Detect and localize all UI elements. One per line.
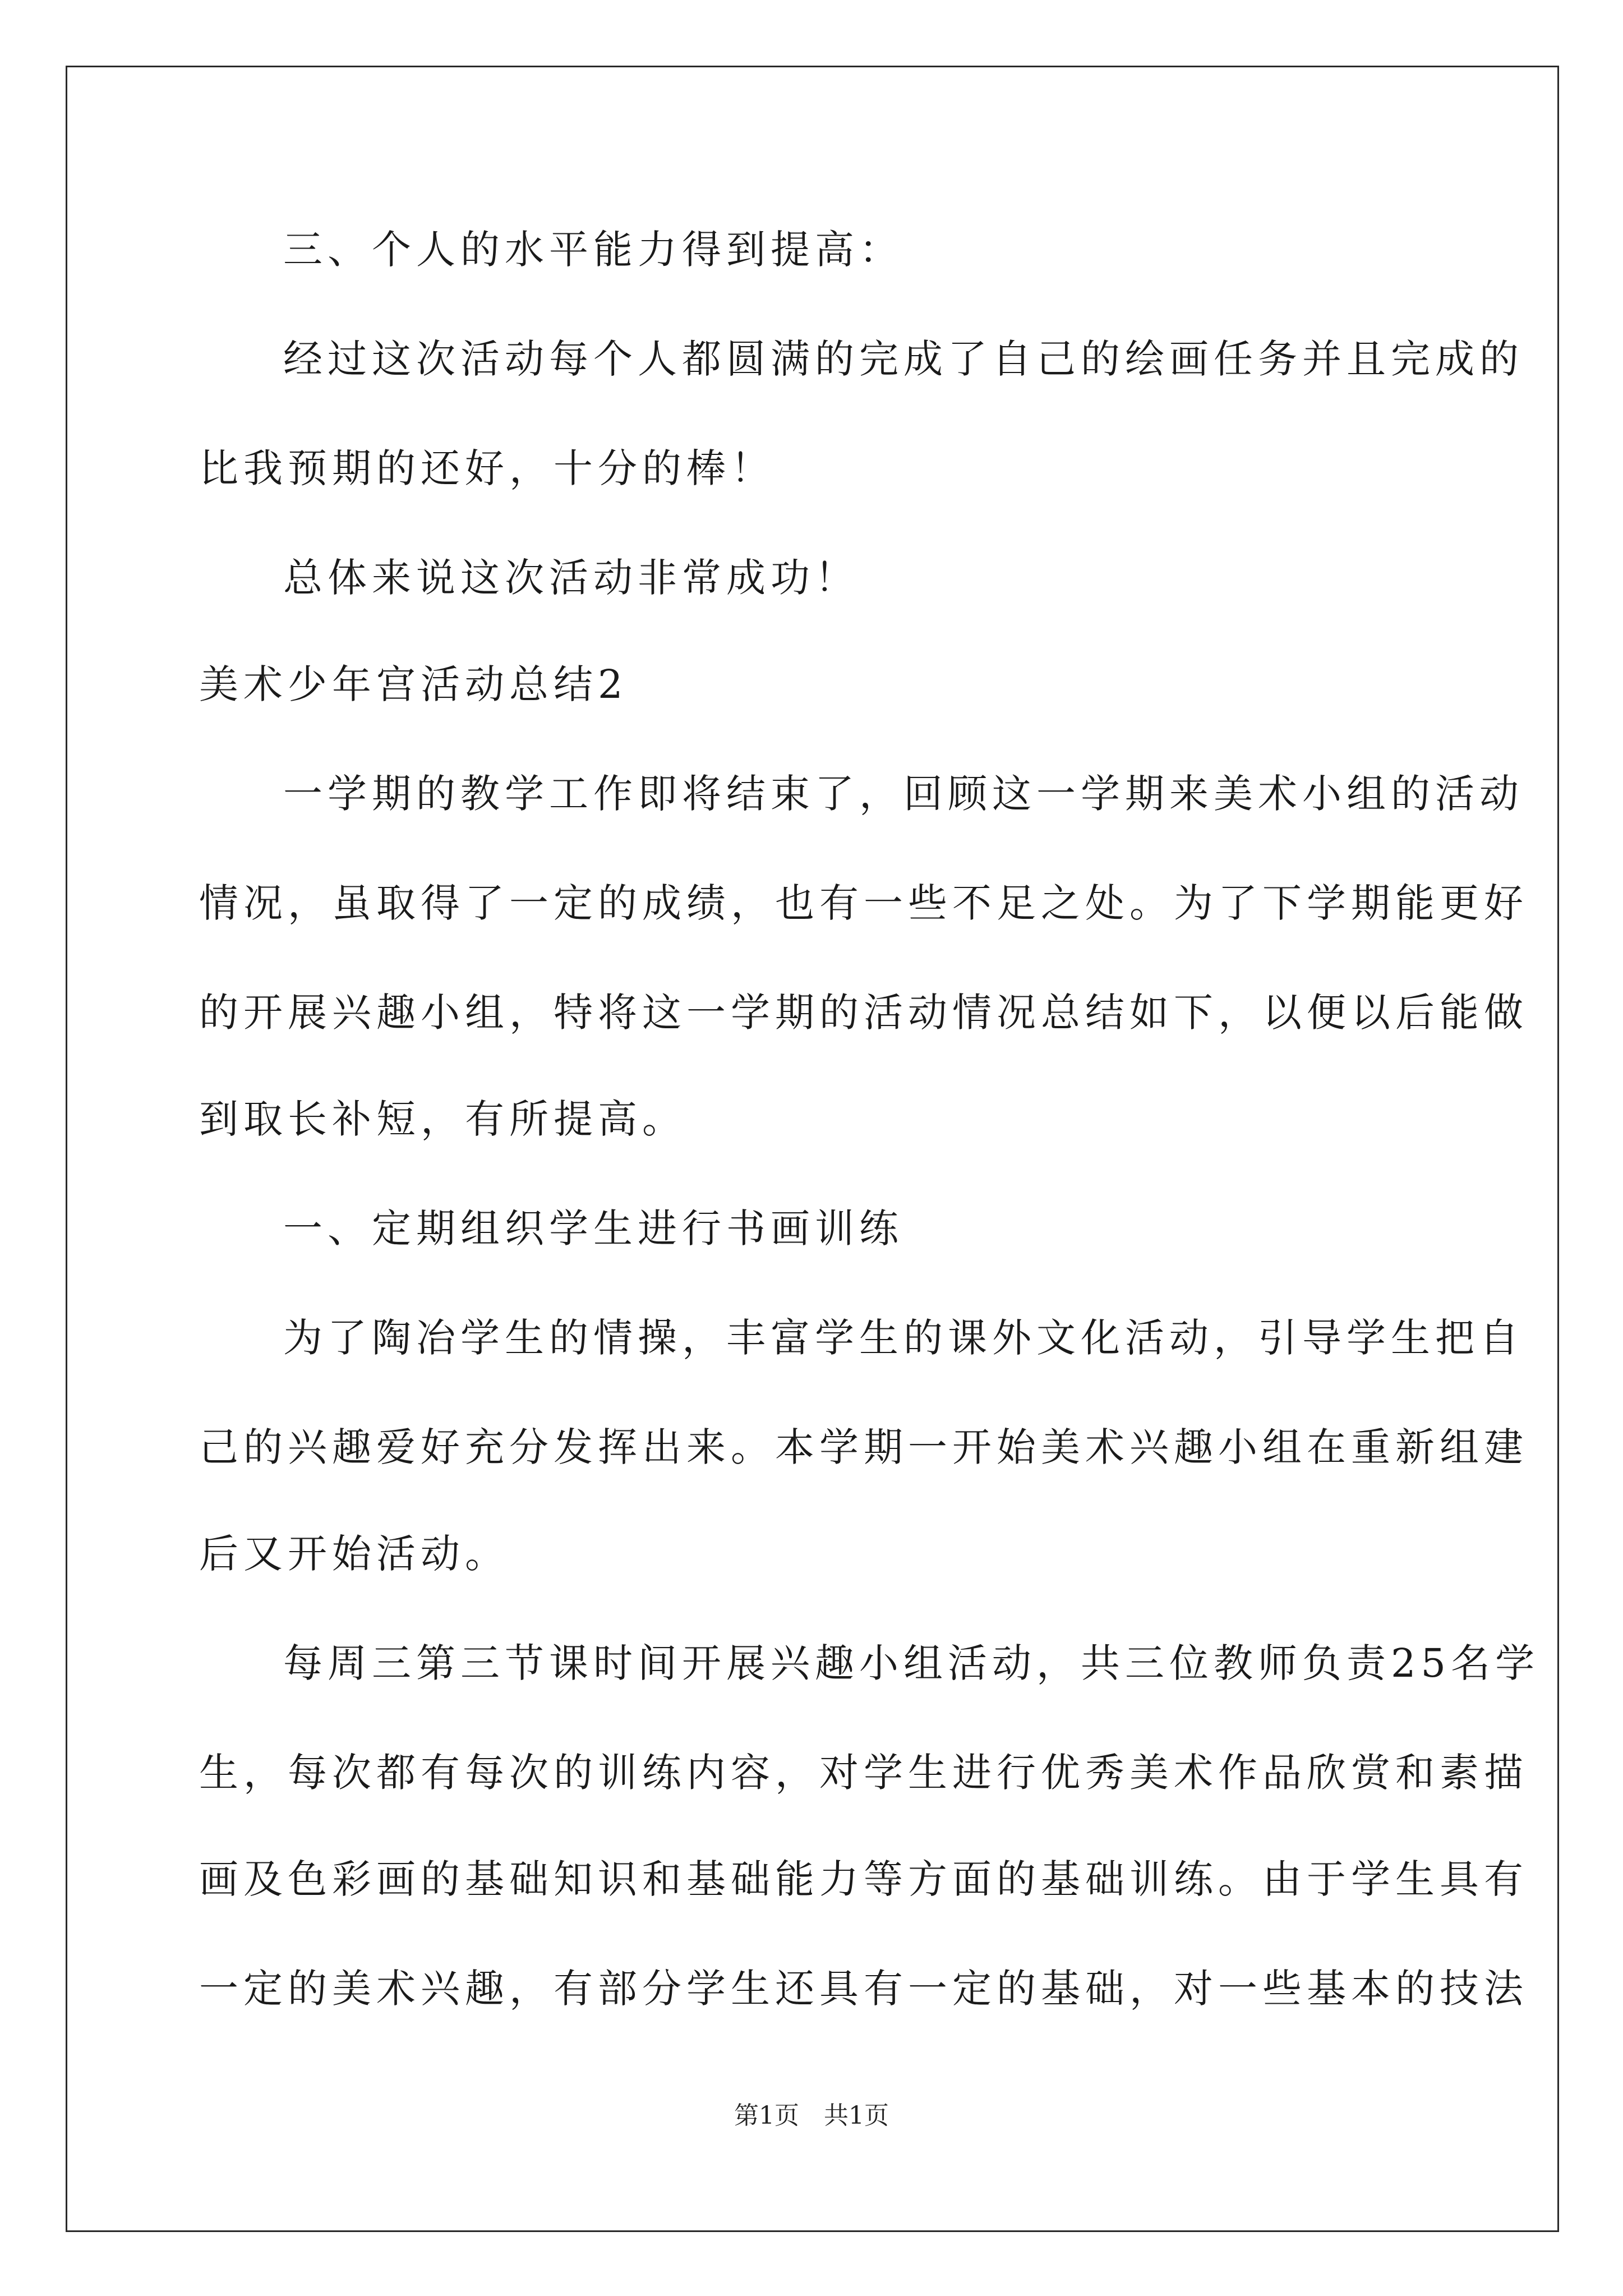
paragraph-line: 画及色彩画的基础知识和基础能力等方面的基础训练。由于学生具有: [199, 1856, 1528, 1902]
section-heading-3: 三、个人的水平能力得到提高：: [283, 227, 903, 273]
paragraph-line: 己的兴趣爱好充分发挥出来。本学期一开始美术兴趣小组在重新组建: [199, 1424, 1528, 1470]
document-title: 美术少年宫活动总结2: [199, 661, 628, 707]
paragraph-line: 每周三第三节课时间开展兴趣小组活动，共三位教师负责25名学: [283, 1640, 1540, 1686]
paragraph-line: 总体来说这次活动非常成功！: [283, 555, 859, 601]
page-number-footer: 第1页 共1页: [734, 2101, 889, 2130]
paragraph-line: 情况，虽取得了一定的成绩，也有一些不足之处。为了下学期能更好: [199, 880, 1528, 926]
paragraph-line: 经过这次活动每个人都圆满的完成了自己的绘画任务并且完成的: [283, 336, 1524, 382]
paragraph-line: 比我预期的还好，十分的棒！: [199, 445, 775, 491]
paragraph-line: 为了陶冶学生的情操，丰富学生的课外文化活动，引导学生把自: [283, 1315, 1524, 1361]
paragraph-line: 一学期的教学工作即将结束了，回顾这一学期来美术小组的活动: [283, 771, 1524, 817]
paragraph-line: 的开展兴趣小组，特将这一学期的活动情况总结如下，以便以后能做: [199, 990, 1528, 1036]
paragraph-line: 一定的美术兴趣，有部分学生还具有一定的基础，对一些基本的技法: [199, 1966, 1528, 2012]
section-heading-1: 一、定期组织学生进行书画训练: [283, 1205, 903, 1251]
paragraph-line: 生，每次都有每次的训练内容，对学生进行优秀美术作品欣赏和素描: [199, 1750, 1528, 1796]
paragraph-line: 后又开始活动。: [199, 1531, 509, 1577]
paragraph-line: 到取长补短，有所提高。: [199, 1096, 686, 1142]
